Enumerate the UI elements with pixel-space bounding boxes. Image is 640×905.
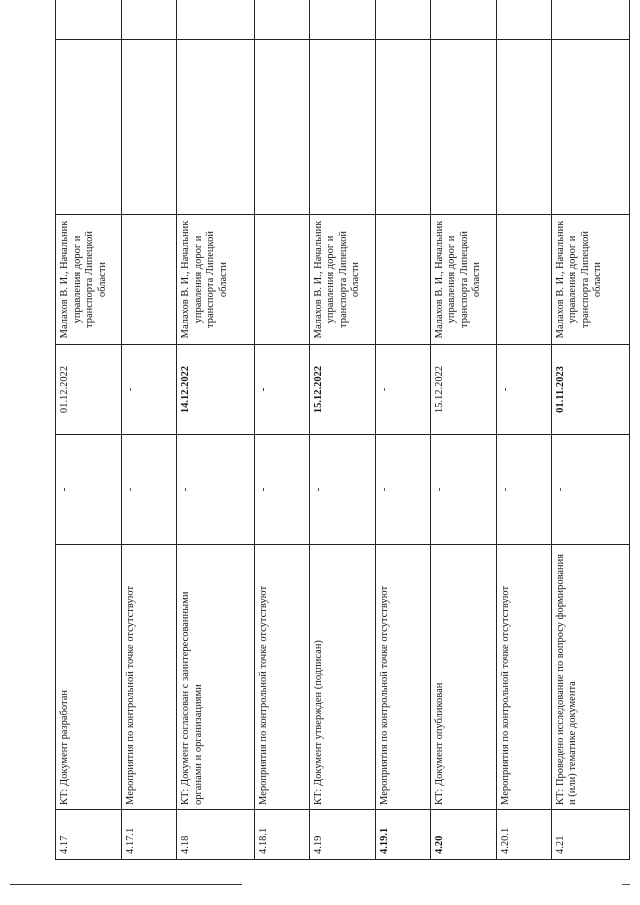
row-date: 15.12.2022 xyxy=(430,345,496,435)
control-points-table xyxy=(55,0,630,860)
row-date: 01.12.2022 xyxy=(56,345,122,435)
row-empty-cell xyxy=(376,40,431,215)
row-base-value: - xyxy=(497,435,552,545)
row-date: 14.12.2022 xyxy=(177,345,255,435)
row-responsible: Малахов В. И., Начальник управления дорог и транспорта Липецкой области xyxy=(56,215,122,345)
row-empty-cell xyxy=(122,40,177,215)
row-empty-cell xyxy=(255,40,310,215)
row-description: КТ: Документ опубликован xyxy=(430,545,496,810)
row-empty-cell xyxy=(309,0,375,40)
row-number: 4.17.1 xyxy=(122,810,177,860)
row-empty-cell xyxy=(309,40,375,215)
row-empty-cell xyxy=(376,0,431,40)
table-row xyxy=(430,0,496,860)
rotated-page xyxy=(55,0,630,860)
row-description: КТ: Документ утвержден (подписан) xyxy=(309,545,375,810)
row-empty-cell xyxy=(56,0,122,40)
row-number: 4.20 xyxy=(430,810,496,860)
row-empty-cell xyxy=(497,0,552,40)
row-empty-cell xyxy=(56,40,122,215)
row-base-value: - xyxy=(430,435,496,545)
table-row xyxy=(376,0,431,860)
row-base-value: - xyxy=(376,435,431,545)
row-number: 4.17 xyxy=(56,810,122,860)
row-number: 4.21 xyxy=(551,810,629,860)
row-empty-cell xyxy=(430,40,496,215)
table-row xyxy=(551,0,629,860)
row-date: - xyxy=(255,345,310,435)
table-row xyxy=(255,0,310,860)
row-responsible xyxy=(497,215,552,345)
row-base-value: - xyxy=(122,435,177,545)
row-empty-cell xyxy=(122,0,177,40)
row-number: 4.18 xyxy=(177,810,255,860)
row-description: Мероприятия по контрольной точке отсутствуют xyxy=(376,545,431,810)
row-base-value: - xyxy=(56,435,122,545)
table-row xyxy=(177,0,255,860)
row-number: 4.19.1 xyxy=(376,810,431,860)
row-date: 15.12.2022 xyxy=(309,345,375,435)
page-corner-mark xyxy=(622,884,630,885)
row-date: - xyxy=(497,345,552,435)
row-date: 01.11.2023 xyxy=(551,345,629,435)
row-number: 4.18.1 xyxy=(255,810,310,860)
row-empty-cell xyxy=(177,40,255,215)
row-empty-cell xyxy=(551,40,629,215)
row-responsible: Малахов В. И., Начальник управления дорог и транспорта Липецкой области xyxy=(177,215,255,345)
row-responsible xyxy=(122,215,177,345)
footnote-divider xyxy=(10,884,242,885)
row-base-value: - xyxy=(177,435,255,545)
row-description: Мероприятия по контрольной точке отсутствуют xyxy=(122,545,177,810)
row-base-value: - xyxy=(309,435,375,545)
row-empty-cell xyxy=(551,0,629,40)
row-number: 4.19 xyxy=(309,810,375,860)
row-number: 4.20.1 xyxy=(497,810,552,860)
row-empty-cell xyxy=(255,0,310,40)
row-empty-cell xyxy=(497,40,552,215)
row-description: Мероприятия по контрольной точке отсутствуют xyxy=(255,545,310,810)
row-description: КТ: Документ согласован с заинтересованными органами и организациями xyxy=(177,545,255,810)
row-empty-cell xyxy=(430,0,496,40)
row-description: КТ: Документ разработан xyxy=(56,545,122,810)
row-responsible: Малахов В. И., Начальник управления дорог и транспорта Липецкой области xyxy=(309,215,375,345)
row-date: - xyxy=(122,345,177,435)
table-row xyxy=(122,0,177,860)
row-base-value: - xyxy=(551,435,629,545)
row-base-value: - xyxy=(255,435,310,545)
row-responsible xyxy=(255,215,310,345)
row-date: - xyxy=(376,345,431,435)
row-empty-cell xyxy=(177,0,255,40)
row-responsible: Малахов В. И., Начальник управления дорог и транспорта Липецкой области xyxy=(551,215,629,345)
row-responsible xyxy=(376,215,431,345)
table-row xyxy=(497,0,552,860)
table-row xyxy=(309,0,375,860)
row-description: КТ: Проведено исследование по вопросу формирования и (или) тематике документа xyxy=(551,545,629,810)
row-responsible: Малахов В. И., Начальник управления дорог и транспорта Липецкой области xyxy=(430,215,496,345)
row-description: Мероприятия по контрольной точке отсутствуют xyxy=(497,545,552,810)
table-row xyxy=(56,0,122,860)
